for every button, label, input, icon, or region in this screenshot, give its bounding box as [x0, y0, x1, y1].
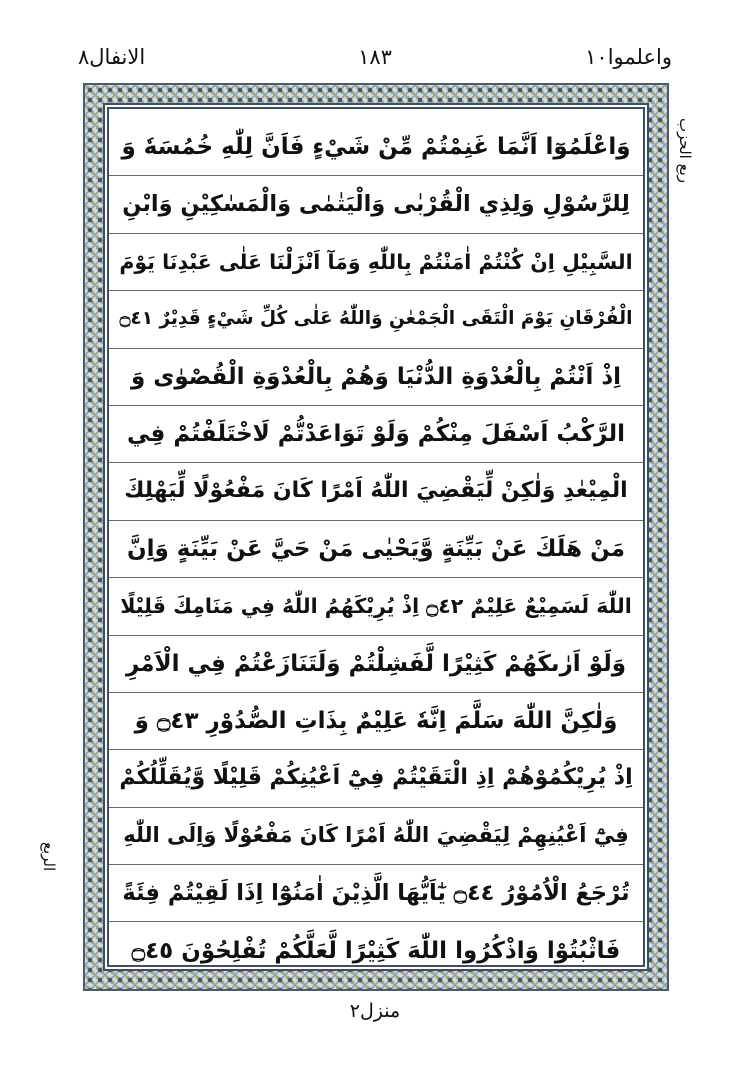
verse-line [109, 578, 643, 635]
page-number: ١٨٣ [358, 45, 392, 69]
verse-line [109, 291, 643, 348]
verse-line-text: وَلَوْ اَرٰىكَهُمْ كَثِيْرًا لَّفَشِلْتُمْ وَلَتَنَازَعْتُمْ فِي الْاَمْرِ [125, 650, 627, 677]
verse-line-text: اللّٰهَ لَسَمِيْعٌ عَلِيْمٌ ۝٤٢ اِذْ يُرِيْكَهُمُ اللّٰهُ فِي مَنَامِكَ قَلِيْلًا [120, 593, 632, 618]
verse-line-text: وَلٰكِنَّ اللّٰهَ سَلَّمَ اِنَّهٗ عَلِيْمٌ بِذَاتِ الصُّدُوْرِ ۝٤٣ وَ [134, 708, 618, 734]
verse-line [109, 521, 643, 578]
verse-line [109, 750, 643, 807]
verse-line-text: فِيْٓ اَعْيُنِهِمْ لِيَقْضِيَ اللّٰهُ اَمْرًا كَانَ مَفْعُوْلًا وَاِلَى اللّٰهِ [123, 823, 629, 848]
margin-note-top: ربع الحزب [676, 118, 694, 183]
verse-line-text: الْفُرْقَانِ يَوْمَ الْتَقَى الْجَمْعٰنِ وَاللّٰهُ عَلٰى كُلِّ شَيْءٍ قَدِيْرٌ ۝٤١ [119, 308, 633, 330]
verse-line [109, 176, 643, 233]
verse-line-text: تُرْجَعُ الْاُمُوْرُ ۝٤٤ يٰٓاَيُّهَا الَّذِيْنَ اٰمَنُوْٓا اِذَا لَقِيْتُمْ فِئَةً [122, 879, 630, 906]
verse-line [109, 693, 643, 750]
verse-line [109, 234, 643, 291]
verse-line [109, 463, 643, 520]
verse-line-text: اِذْ اَنْتُمْ بِالْعُدْوَةِ الدُّنْيَا وَهُمْ بِالْعُدْوَةِ الْقُصْوٰى وَ [130, 363, 622, 390]
text-panel [107, 107, 645, 967]
verse-line [109, 406, 643, 463]
verse-line [109, 808, 643, 865]
ornamental-border [83, 83, 669, 991]
verse-line-text: لِلرَّسُوْلِ وَلِذِي الْقُرْبٰى وَالْيَتٰمٰى وَالْمَسٰكِيْنِ وَابْنِ [122, 190, 630, 217]
manzil-label: منزل٢ [349, 1000, 401, 1022]
verse-line [109, 865, 643, 922]
verse-line-text: اِذْ يُرِيْكُمُوْهُمْ اِذِ الْتَقَيْتُمْ فِيْٓ اَعْيُنِكُمْ قَلِيْلًا وَّيُقَلِّلُكُمْ [119, 765, 633, 791]
verse-line-text: فَاثْبُتُوْا وَاذْكُرُوا اللّٰهَ كَثِيْرًا لَّعَلَّكُمْ تُفْلِحُوْنَ ۝٤٥ [131, 938, 621, 965]
verse-line-text: السَّبِيْلِ اِنْ كُنْتُمْ اٰمَنْتُمْ بِاللّٰهِ وَمَآ اَنْزَلْنَا عَلٰى عَبْدِنَا يَوْمَ [119, 249, 633, 274]
surah-title: الانفال٨ [78, 45, 146, 69]
verse-line-text: وَاعْلَمُوٓا اَنَّمَا غَنِمْتُمْ مِّنْ شَيْءٍ فَاَنَّ لِلّٰهِ خُمُسَهٗ وَ [121, 134, 631, 161]
verse-line [109, 636, 643, 693]
verse-line-text: الْمِيْعٰدِ وَلٰكِنْ لِّيَقْضِيَ اللّٰهُ اَمْرًا كَانَ مَفْعُوْلًا لِّيَهْلِكَ [124, 478, 628, 504]
verse-lines [109, 119, 643, 980]
verse-line [109, 349, 643, 406]
verse-line [109, 922, 643, 979]
margin-note-bottom: الربع [40, 842, 58, 872]
verse-line-text: الرَّكْبُ اَسْفَلَ مِنْكُمْ وَلَوْ تَوَاعَدْتُّمْ لَاخْتَلَفْتُمْ فِي [127, 421, 625, 448]
juz-title: واعلموا١٠ [585, 45, 672, 69]
verse-line [109, 119, 643, 176]
verse-line-text: مَنْ هَلَكَ عَنْ بَيِّنَةٍ وَّيَحْيٰى مَنْ حَيَّ عَنْ بَيِّنَةٍ وَاِنَّ [126, 535, 626, 562]
